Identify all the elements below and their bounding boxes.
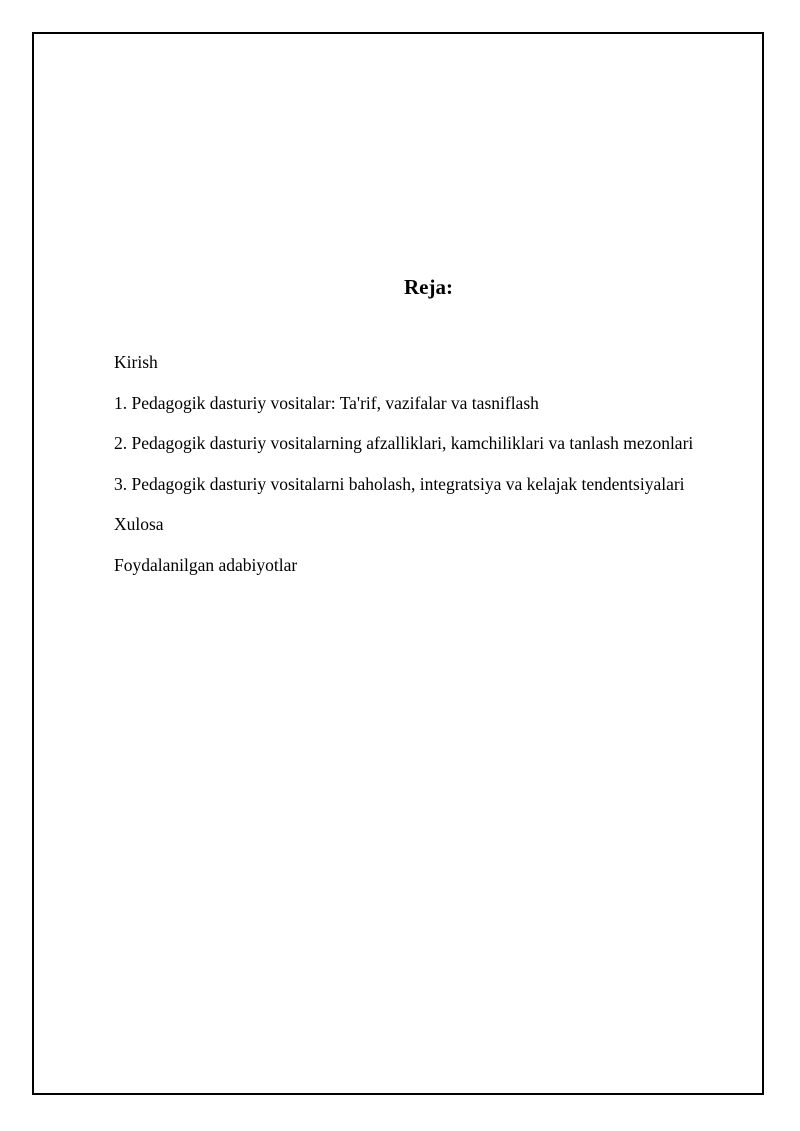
page-title: Reja: bbox=[404, 275, 453, 299]
plan-item-conclusion: Xulosa bbox=[114, 514, 164, 534]
plan-item-introduction: Kirish bbox=[114, 352, 158, 372]
plan-item-3: 3. Pedagogik dasturiy vositalarni baholash, integratsiya va kelajak tendentsiyalari bbox=[114, 473, 685, 494]
plan-item-2: 2. Pedagogik dasturiy vositalarning afzalliklari, kamchiliklari va tanlash mezonlari bbox=[114, 433, 694, 453]
plan-item-references: Foydalanilgan adabiyotlar bbox=[114, 554, 298, 575]
plan-item-1: 1. Pedagogik dasturiy vositalar: Ta'rif, vazifalar va tasniflash bbox=[114, 392, 539, 413]
plan-list bbox=[114, 350, 693, 593]
